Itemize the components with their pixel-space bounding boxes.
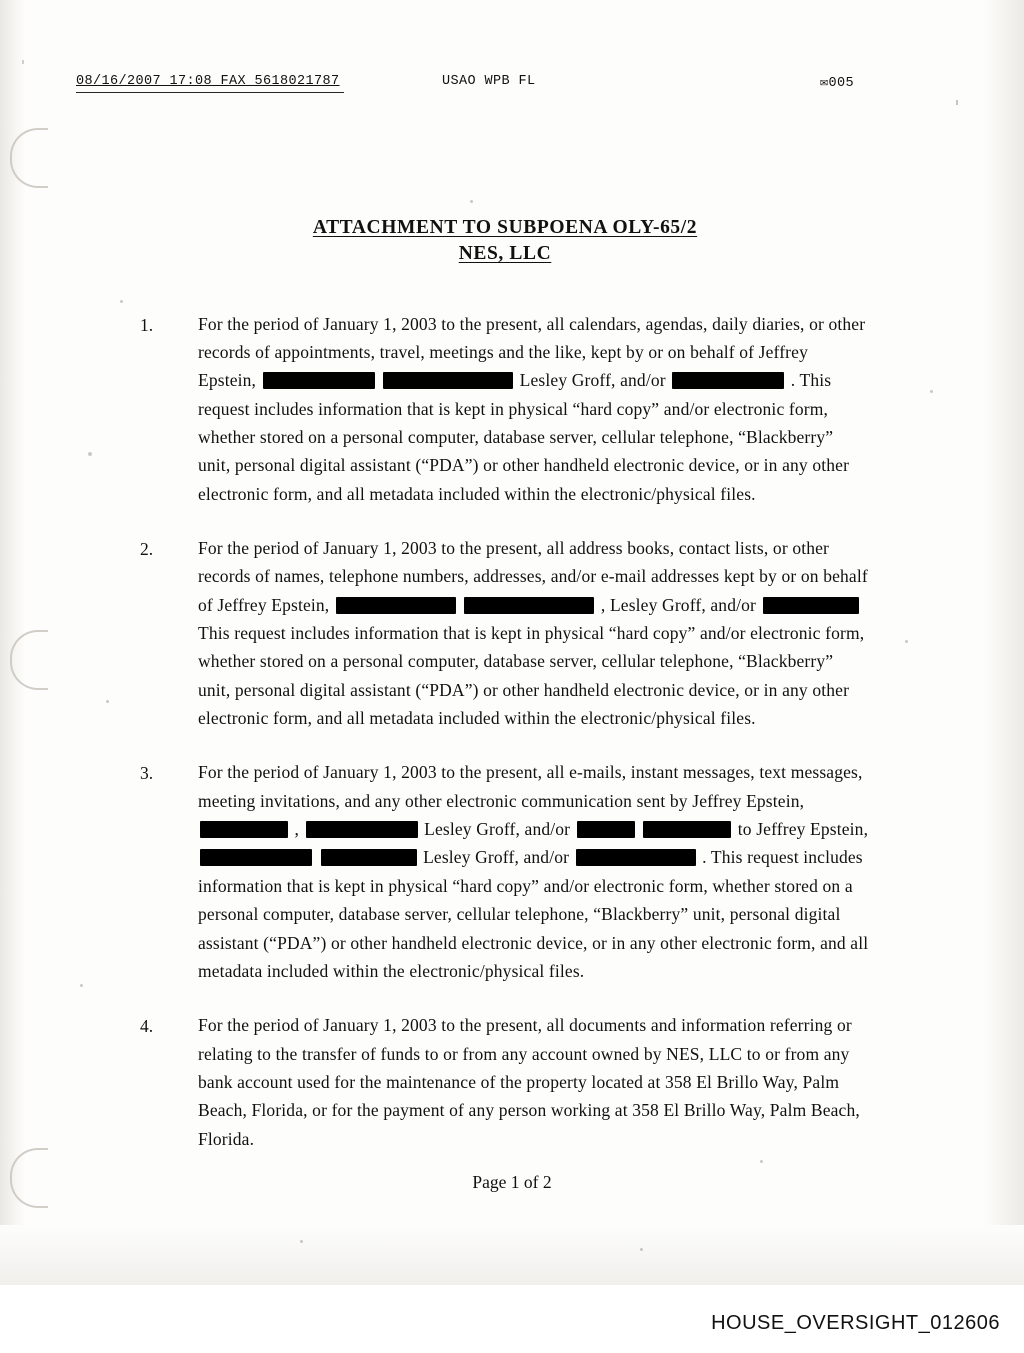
item-text	[198, 534, 870, 732]
list-item	[140, 310, 870, 508]
document-body	[140, 215, 870, 1179]
item-3-segment-4: to Jeffrey Epstein,	[737, 819, 869, 840]
list-item	[140, 758, 870, 985]
scan-artifact-dotted-line-right	[956, 100, 958, 1200]
scan-speck	[300, 1240, 303, 1243]
redaction-bar	[306, 821, 418, 838]
redaction-bar	[383, 372, 513, 389]
redaction-bar	[643, 821, 731, 838]
fax-header-rule	[76, 92, 344, 93]
scan-speck	[88, 452, 92, 456]
item-text	[198, 310, 870, 508]
scan-edge-shadow-right	[984, 0, 1024, 1285]
title-text-2: NES, LLC	[458, 243, 552, 265]
redaction-bar	[763, 597, 859, 614]
item-3-segment-2: ,	[294, 819, 300, 840]
item-number: 4.	[140, 1016, 154, 1037]
item-2-segment-1: For the period of January 1, 2003 to the present, all address books, contact lists, or other records of names, telephone numbers, addresses, and/or e-mail addresses kept by or on behalf of Jeffrey Epstein,	[198, 538, 868, 615]
bates-stamp: HOUSE_OVERSIGHT_012606	[711, 1312, 1000, 1334]
redaction-bar	[200, 849, 312, 866]
item-1-segment-2: Lesley Groff, and/or	[519, 370, 666, 391]
document-title-line-2	[140, 241, 870, 267]
item-1-segment-1: For the period of January 1, 2003 to the present, all calendars, agendas, daily diaries, or other records of appointments, travel, meetings and the like, kept by or on behalf of Jeffrey Epstein,	[198, 313, 866, 391]
item-3-segment-6: . This request includes information that is kept in physical “hard copy” and/or electronic form, whether stored on a personal computer, database server, cellular telephone, “Blackberry” unit, personal digital assistant (“PDA”) or other handheld electronic device, or in any other electronic form, and all metadata included within the electronic/physical files.	[198, 847, 869, 981]
redaction-bar	[464, 597, 594, 614]
redaction-bar	[672, 372, 784, 389]
fax-header	[76, 74, 956, 96]
scan-speck	[470, 200, 473, 203]
scan-speck	[80, 984, 83, 987]
item-4-segment-1: For the period of January 1, 2003 to the present, all documents and information referring or relating to the transfer of funds to or from any account owned by NES, LLC to or from any bank account used for the maintenance of the property located at 358 El Brillo Way, Palm Beach, Florida, or for the payment of any person working at 358 El Brillo Way, Palm Beach, Florida.	[198, 1015, 860, 1149]
item-1-segment-3: . This request includes information that is kept in physical “hard copy” and/or electronic form, whether stored on a personal computer, database server, cellular telephone, “Blackberry” unit, personal digital assistant (“PDA”) or other handheld electronic device, or in any other electronic form, and all metadata included within the electronic/physical files.	[198, 370, 850, 504]
redaction-bar	[321, 849, 417, 866]
scan-speck	[120, 300, 123, 303]
redaction-bar	[200, 821, 288, 838]
document-title	[140, 215, 870, 268]
fax-header-datetime: 08/16/2007 17:08 FAX 5618021787	[76, 74, 340, 89]
redaction-bar	[336, 597, 456, 614]
redaction-bar	[577, 821, 635, 838]
scan-speck	[640, 1248, 643, 1251]
fax-header-office: USAO WPB FL	[442, 74, 536, 89]
item-number: 2.	[140, 539, 154, 560]
redaction-bar	[576, 849, 696, 866]
item-2-segment-3: This request includes information that is kept in physical “hard copy” and/or electronic form, whether stored on a personal computer, database server, cellular telephone, “Blackberry” unit, personal digital assistant (“PDA”) or other handheld electronic device, or in any other electronic form, and all metadata included within the electronic/physical files.	[198, 623, 865, 729]
list-item	[140, 534, 870, 732]
item-2-segment-2: , Lesley Groff, and/or	[600, 594, 756, 615]
item-number: 1.	[140, 314, 154, 335]
scan-speck	[930, 390, 933, 393]
item-number: 3.	[140, 763, 154, 784]
scan-speck	[905, 640, 908, 643]
item-3-segment-3: Lesley Groff, and/or	[424, 819, 571, 840]
item-text	[198, 758, 870, 985]
list-item	[140, 1011, 870, 1153]
document-title-line-1	[140, 215, 870, 241]
page-footer: Page 1 of 2	[472, 1172, 552, 1192]
scan-edge-shadow-bottom	[0, 1225, 1024, 1285]
title-text-1: ATTACHMENT TO SUBPOENA OLY-65/2	[312, 217, 698, 238]
fax-header-page-count: ✉005	[820, 76, 855, 91]
scan-speck	[106, 700, 109, 703]
item-3-segment-5: Lesley Groff, and/or	[423, 847, 570, 868]
item-3-segment-1: For the period of January 1, 2003 to the present, all e-mails, instant messages, text messages, meeting invitations, and any other electronic communication sent by Jeffrey Epstein,	[198, 762, 863, 811]
redaction-bar	[263, 372, 375, 389]
item-text	[198, 1011, 870, 1153]
